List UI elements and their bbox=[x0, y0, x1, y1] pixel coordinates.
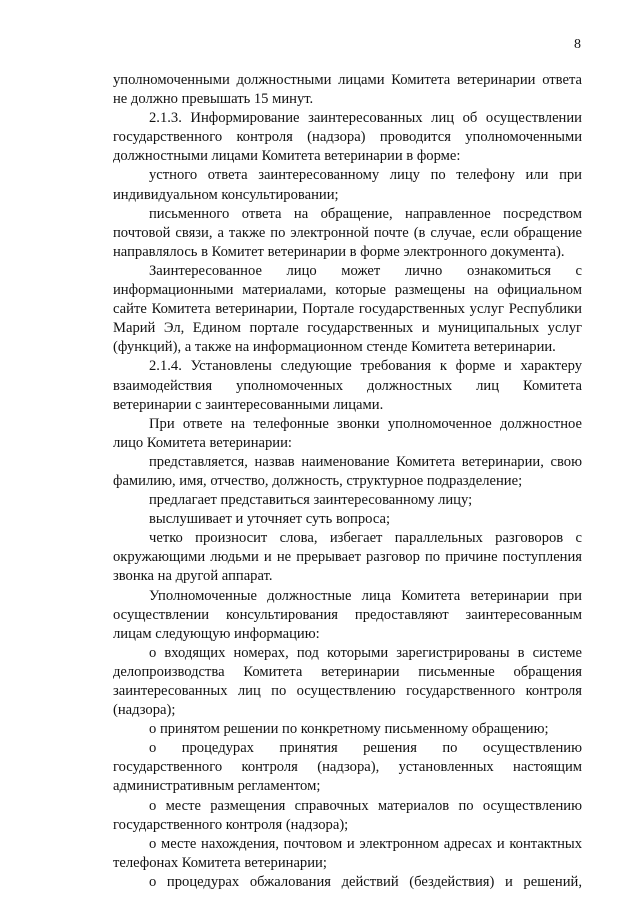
paragraph: письменного ответа на обращение, направленное посредством почтовой связи, а также по электронной почте (в случае, если обращение направлялось в Комитет ветеринарии в форме электронного документа). bbox=[113, 205, 582, 260]
page-number: 8 bbox=[574, 37, 581, 52]
paragraph: о месте нахождения, почтовом и электронном адресах и контактных телефонах Комитета ветеринарии; bbox=[113, 835, 582, 871]
paragraph: 2.1.4. Установлены следующие требования к форме и характеру взаимодействия уполномоченных должностных лиц Комитета ветеринарии с заинтересованными лицами. bbox=[113, 358, 582, 413]
document-body bbox=[113, 71, 582, 892]
paragraph: При ответе на телефонные звонки уполномоченное должностное лицо Комитета ветеринарии: bbox=[113, 415, 582, 451]
paragraph: предлагает представиться заинтересованному лицу; bbox=[149, 492, 473, 509]
paragraph: о месте размещения справочных материалов по осуществлению государственного контроля (надзора); bbox=[113, 797, 582, 833]
paragraph: о процедурах принятия решения по осуществлению государственного контроля (надзора), установленных настоящим административным регламентом; bbox=[113, 740, 582, 795]
paragraph: Уполномоченные должностные лица Комитета ветеринарии при осуществлении консультирования предоставляют заинтересованным лицам следующую информацию: bbox=[113, 587, 582, 642]
paragraph: о принятом решении по конкретному письменному обращению; bbox=[149, 721, 549, 738]
paragraph: о входящих номерах, под которыми зарегистрированы в системе делопроизводства Комитета ветеринарии письменные обращения заинтересованных лиц по осуществлению государственного контроля (надзора); bbox=[113, 644, 582, 719]
paragraph: о процедурах обжалования действий (бездействия) и решений, bbox=[149, 873, 582, 890]
paragraph: представляется, назвав наименование Комитета ветеринарии, свою фамилию, имя, отчество, должность, структурное подразделение; bbox=[113, 453, 582, 489]
paragraph: устного ответа заинтересованному лицу по телефону или при индивидуальном консультировании; bbox=[113, 167, 582, 203]
paragraph: уполномоченными должностными лицами Комитета ветеринарии ответа не должно превышать 15 минут. bbox=[113, 72, 582, 108]
paragraph: выслушивает и уточняет суть вопроса; bbox=[149, 511, 391, 528]
paragraph: 2.1.3. Информирование заинтересованных лиц об осуществлении государственного контроля (надзора) проводится уполномоченными должностными лицами Комитета ветеринарии в форме: bbox=[113, 110, 582, 165]
paragraph: Заинтересованное лицо может лично ознакомиться с информационными материалами, которые размещены на официальном сайте Комитета ветеринарии, Портале государственных услуг Республики Марий Эл, Едином портале государственных и муниципальных услуг (функций), а также на информационном стенде Комитета ветеринарии. bbox=[113, 262, 582, 356]
paragraph: четко произносит слова, избегает параллельных разговоров с окружающими людьми и не прерывает разговор по причине поступления звонка на другой аппарат. bbox=[113, 530, 582, 585]
